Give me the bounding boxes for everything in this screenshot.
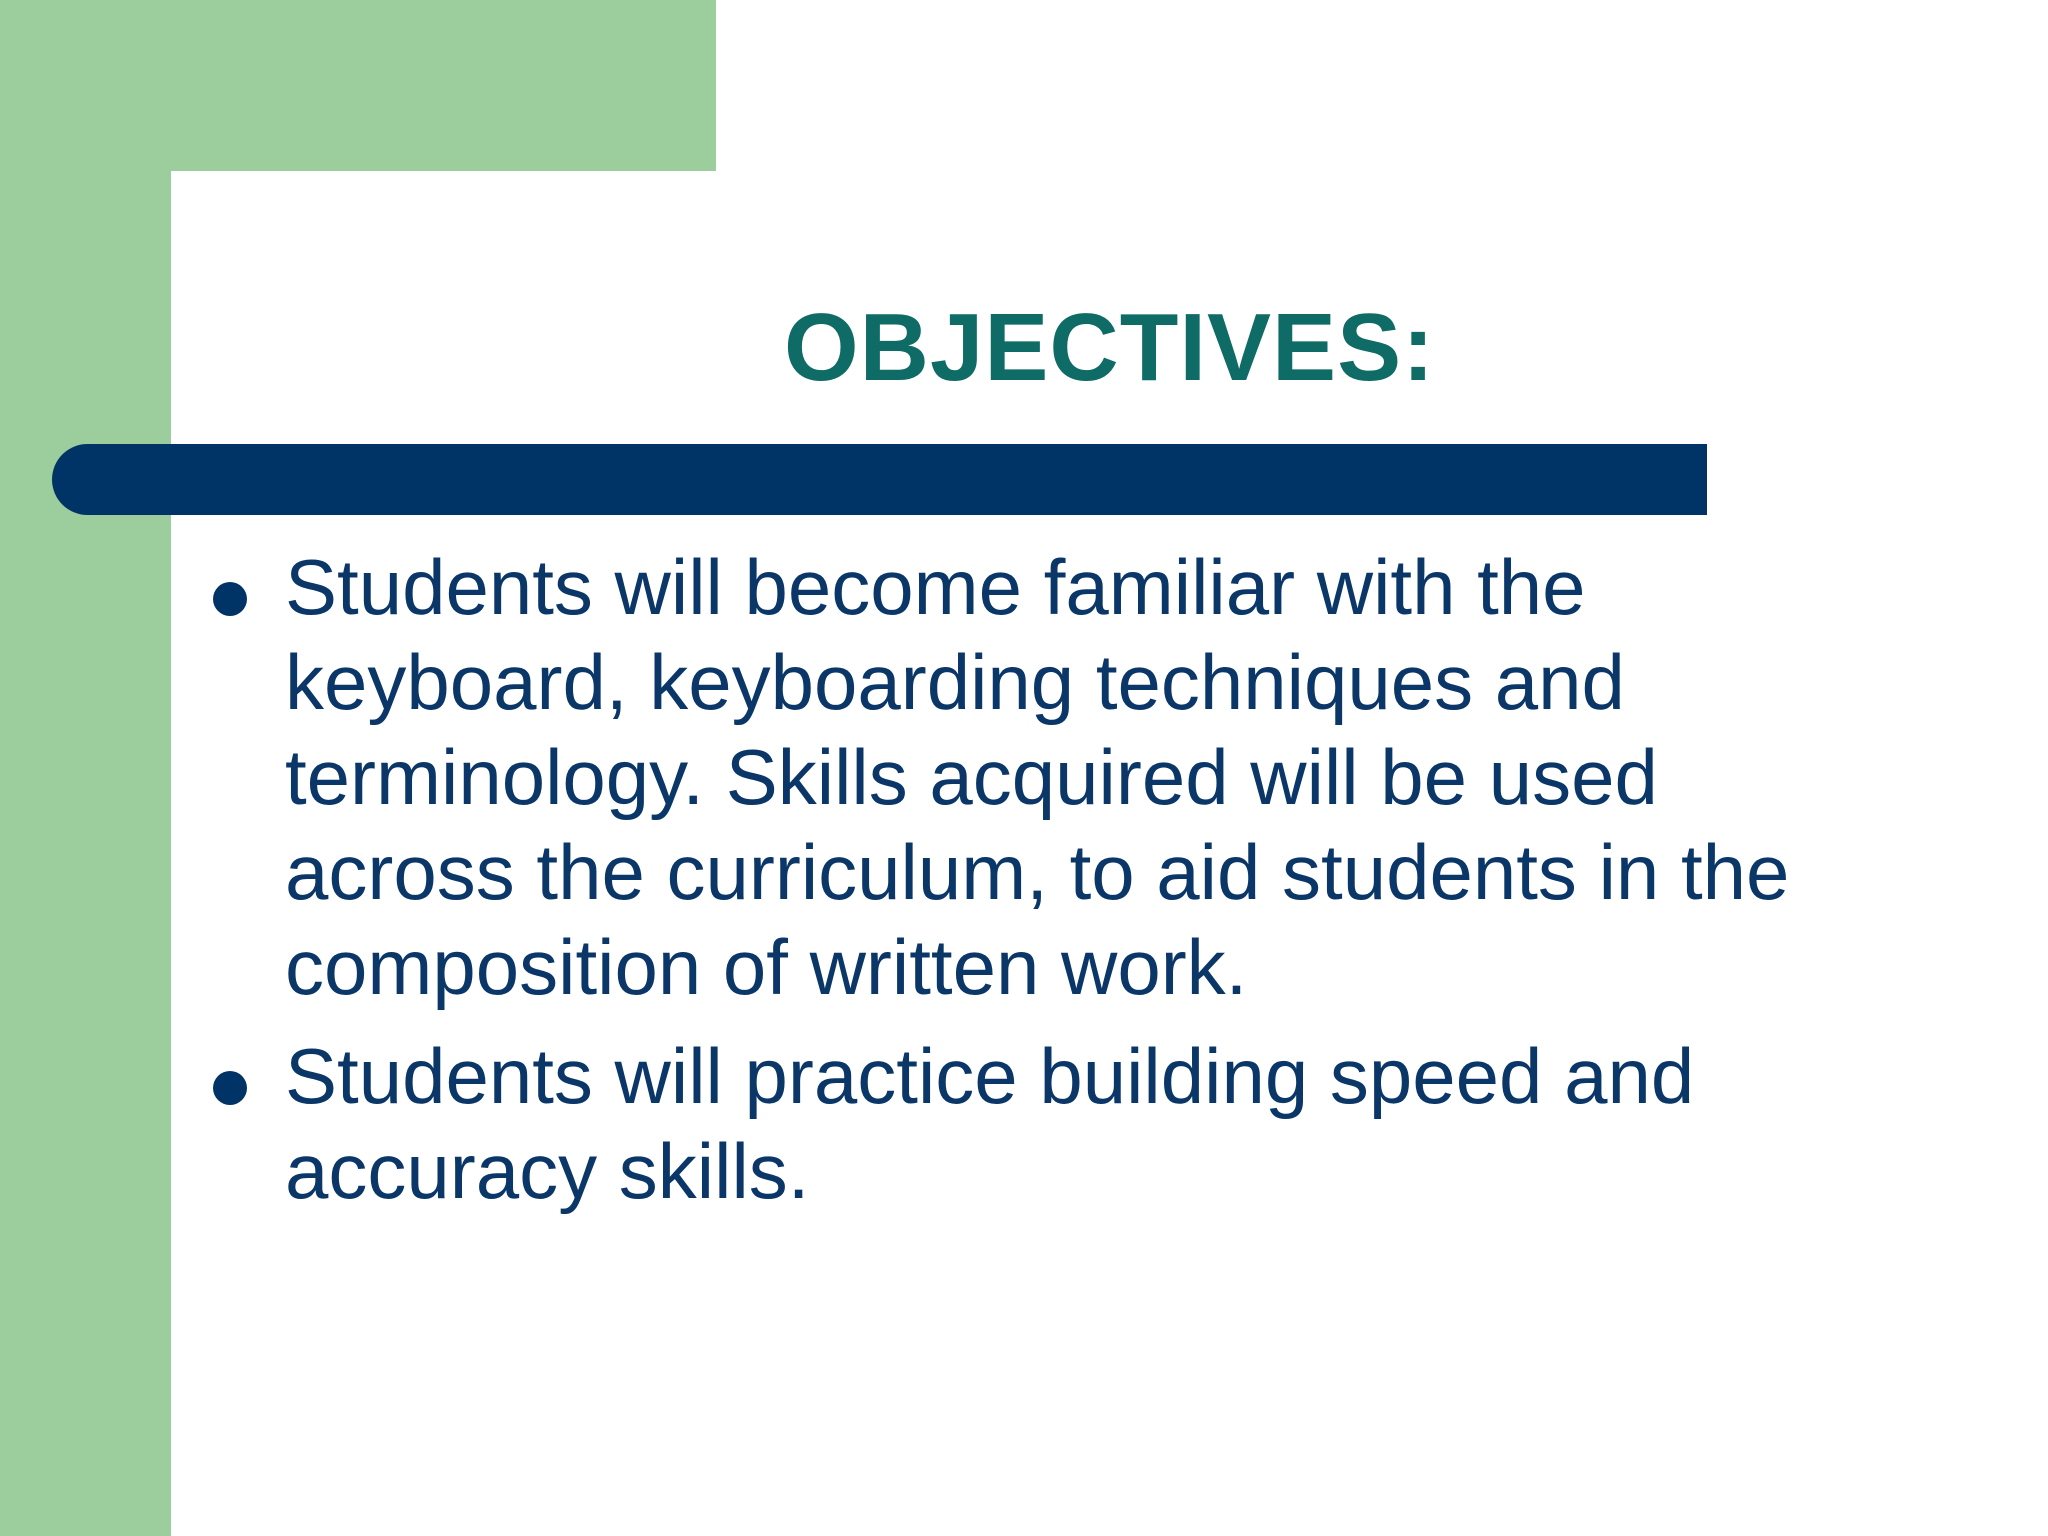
bullet-text-2: Students will practice building speed and accuracy skills. <box>285 1032 1695 1215</box>
bullet-item-2 <box>0 1029 2048 1219</box>
bullet-text-1: Students will become familiar with the keyboard, keyboarding techniques and terminology. Skills acquired will be used across the curriculum, to aid students in the composition of written work. <box>285 543 1790 1011</box>
bullet-dot-icon <box>213 1071 247 1105</box>
green-accent-top <box>0 0 716 171</box>
bullet-item-1 <box>0 540 2048 1015</box>
bullet-dot-icon <box>213 582 247 616</box>
bullet-list <box>0 540 2048 1233</box>
title-rule-bar <box>52 444 1707 515</box>
slide-title: OBJECTIVES: <box>783 294 1436 401</box>
